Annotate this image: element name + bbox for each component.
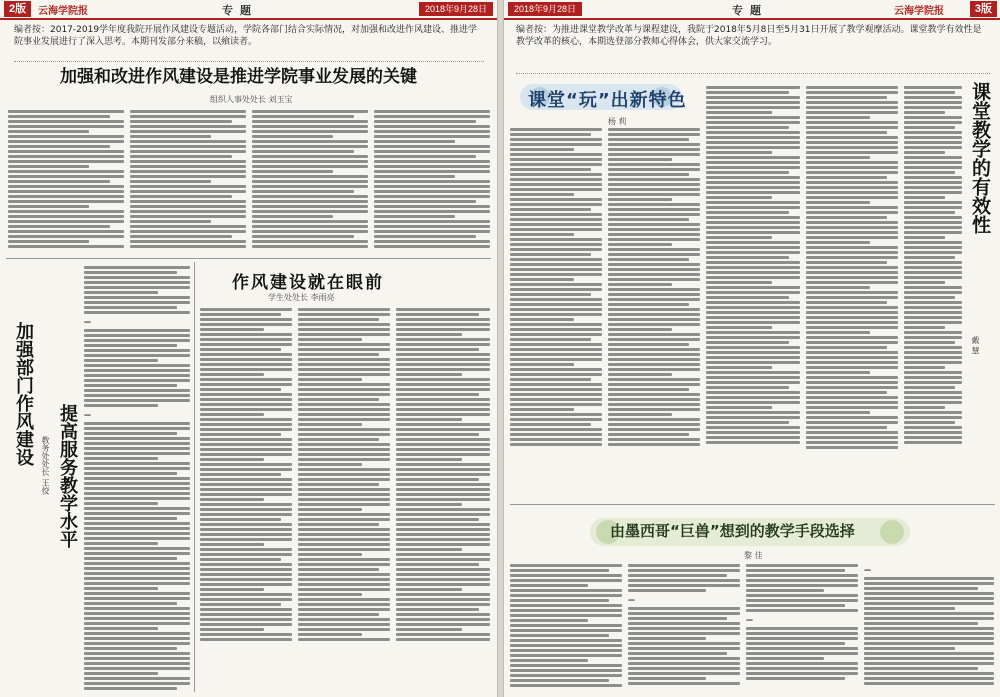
- vertical-byline: 戴 慧: [971, 336, 980, 355]
- vertical-headline: 课堂教学的有效性: [969, 82, 991, 234]
- editor-note: 编者按：2017-2019学年度我院开展作风建设专题活动，学院各部门结合实际情况，对加强和改进作风建设、推进学院事业发展进行了深入思考。本期刊发部分来稿，以飨读者。: [14, 24, 484, 62]
- page-header: [0, 0, 497, 20]
- sub-headline: 作风建设就在眼前: [232, 273, 384, 293]
- article-column: [628, 562, 740, 694]
- article-column: [706, 84, 800, 498]
- editor-note: 编者按：为推进课堂教学改革与课程建设，我院于2018年5月8日至5月31日开展了教学观摩活动。课堂教学有效性是教学改革的核心，本期选登部分教师心得体会，供大家交流学习。: [516, 24, 990, 74]
- article-column: [298, 306, 390, 692]
- subheading-bar: —: [628, 596, 635, 604]
- issue-date: 2018年9月28日: [508, 2, 582, 16]
- subheading-bar: —: [84, 411, 91, 419]
- paper-name: 云海学院报: [38, 6, 88, 17]
- main-byline: 组织人事处处长 刘玉宝: [210, 95, 293, 104]
- article-column: [904, 84, 962, 498]
- vertical-byline: 教务处处长 王佼: [41, 436, 50, 495]
- article-headline-2: 由墨西哥“巨兽”想到的教学手段选择: [610, 522, 855, 540]
- subheading-bar: —: [84, 318, 91, 326]
- subheading-bar: —: [746, 616, 753, 624]
- article-column: [8, 108, 124, 254]
- article-column: [864, 562, 994, 694]
- column-rule: [194, 262, 195, 692]
- article-headline-1: 课堂“玩”出新特色: [528, 90, 687, 111]
- main-headline: 加强和改进作风建设是推进学院事业发展的关键: [60, 67, 417, 87]
- article-column: [806, 84, 898, 498]
- article-column: [252, 108, 368, 254]
- issue-date: 2018年9月28日: [419, 2, 493, 16]
- article-divider: [510, 504, 995, 505]
- article-column: [84, 264, 190, 692]
- page-number-badge: 3版: [970, 1, 997, 17]
- paper-name: 云海学院报: [894, 6, 944, 17]
- article-byline-1: 杨 莉: [608, 117, 627, 126]
- sub-byline: 学生处处长 李雨亮: [268, 293, 335, 302]
- vertical-headline-part-2: 提高服务教学水平: [57, 404, 78, 548]
- page-number-badge: 2版: [4, 1, 31, 17]
- vertical-headline-part-1: 加强部门作风建设: [13, 322, 34, 466]
- article-column: [200, 306, 292, 692]
- article-divider: [6, 258, 491, 259]
- article-column: [374, 108, 490, 254]
- newspaper-page-2: [0, 0, 498, 697]
- article-byline-2: 黎 佳: [744, 551, 763, 560]
- newspaper-page-3: [503, 0, 1000, 697]
- article-column: [510, 562, 622, 694]
- page-header: [504, 0, 1000, 20]
- article-column: [510, 126, 602, 498]
- article-column: [608, 126, 700, 498]
- article-column: [396, 306, 490, 692]
- section-name: 专 题: [732, 5, 764, 17]
- article-column: [130, 108, 246, 254]
- article-column: [746, 562, 858, 694]
- subheading-bar: —: [864, 566, 871, 574]
- section-name: 专 题: [222, 5, 254, 17]
